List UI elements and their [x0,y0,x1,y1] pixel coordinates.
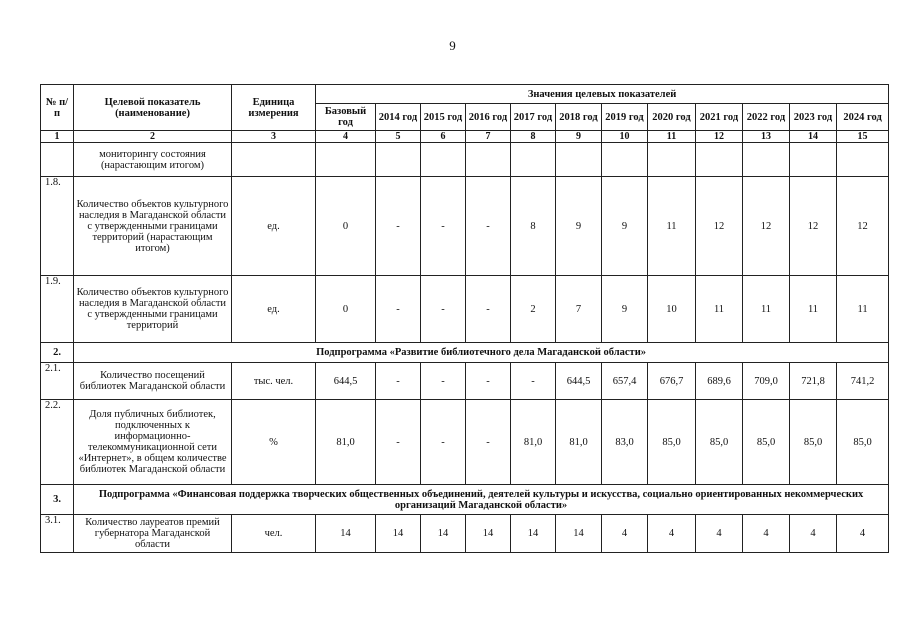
value-cell: 11 [790,276,837,343]
value-cell: 676,7 [648,363,696,400]
value-cell [316,143,376,177]
value-cell: 7 [556,276,602,343]
value-cell: 4 [696,515,743,553]
column-index-4: 4 [316,131,376,143]
row-number: 2.1. [41,363,74,400]
section-row [41,343,889,363]
value-cell: 709,0 [743,363,790,400]
row-number: 1.9. [41,276,74,343]
value-cell: - [376,400,421,485]
indicator-name: Количество объектов культурного наследия в Магаданской области с утвержденными границами территорий (нарастающим итогом) [74,177,232,276]
value-cell [511,143,556,177]
col-header-indicator: Целевой показатель (наименование) [74,85,232,131]
value-cell: 14 [376,515,421,553]
value-cell: 10 [648,276,696,343]
unit-cell: % [232,400,316,485]
value-cell: 81,0 [316,400,376,485]
value-cell: - [466,400,511,485]
year-header-0: Базовый год [316,104,376,131]
value-cell: 4 [648,515,696,553]
year-header-10: 2023 год [790,104,837,131]
value-cell [556,143,602,177]
section-number: 2. [41,343,74,363]
year-header-2: 2015 год [421,104,466,131]
column-index-11: 11 [648,131,696,143]
value-cell: 14 [556,515,602,553]
value-cell: 12 [790,177,837,276]
value-cell: 81,0 [556,400,602,485]
value-cell: - [511,363,556,400]
column-index-6: 6 [421,131,466,143]
value-cell: 12 [837,177,889,276]
year-header-1: 2014 год [376,104,421,131]
column-index-13: 13 [743,131,790,143]
value-cell: 4 [837,515,889,553]
value-cell: 8 [511,177,556,276]
year-header-7: 2020 год [648,104,696,131]
value-cell [376,143,421,177]
year-header-6: 2019 год [602,104,648,131]
year-header-4: 2017 год [511,104,556,131]
table-row [41,515,889,553]
column-index-8: 8 [511,131,556,143]
value-cell: 0 [316,177,376,276]
value-cell: 14 [316,515,376,553]
column-index-1: 1 [41,131,74,143]
unit-cell: ед. [232,276,316,343]
table-row [41,177,889,276]
row-number: 1.8. [41,177,74,276]
value-cell: 689,6 [696,363,743,400]
value-cell: - [376,363,421,400]
year-header-11: 2024 год [837,104,889,131]
column-index-row [41,131,889,143]
value-cell: 741,2 [837,363,889,400]
value-cell [696,143,743,177]
value-cell: 85,0 [696,400,743,485]
year-header-9: 2022 год [743,104,790,131]
indicator-name: Количество лауреатов премий губернатора Магаданской области [74,515,232,553]
value-cell: - [466,276,511,343]
value-cell: 85,0 [790,400,837,485]
value-cell [466,143,511,177]
target-indicators-table [40,84,889,553]
value-cell: 4 [790,515,837,553]
value-cell [743,143,790,177]
column-index-5: 5 [376,131,421,143]
value-cell: - [466,363,511,400]
col-header-number: № п/п [41,85,74,131]
value-cell [790,143,837,177]
value-cell: 14 [511,515,556,553]
value-cell: 9 [556,177,602,276]
page-number: 9 [449,38,456,53]
value-cell: 85,0 [648,400,696,485]
value-cell: - [376,177,421,276]
value-cell: 83,0 [602,400,648,485]
value-cell: 12 [696,177,743,276]
section-title: Подпрограмма «Развитие библиотечного дела Магаданской области» [74,343,889,363]
year-header-3: 2016 год [466,104,511,131]
value-cell: - [421,363,466,400]
col-header-values-group: Значения целевых показателей [316,85,889,104]
table-row [41,363,889,400]
indicator-name: Количество посещений библиотек Магаданской области [74,363,232,400]
column-index-15: 15 [837,131,889,143]
column-index-14: 14 [790,131,837,143]
row-number: 2.2. [41,400,74,485]
section-row [41,485,889,515]
value-cell: 721,8 [790,363,837,400]
column-index-12: 12 [696,131,743,143]
row-number: 3.1. [41,515,74,553]
header-row [41,85,889,104]
value-cell: 85,0 [837,400,889,485]
value-cell: 85,0 [743,400,790,485]
column-index-3: 3 [232,131,316,143]
value-cell [648,143,696,177]
column-index-7: 7 [466,131,511,143]
value-cell: 4 [602,515,648,553]
year-header-5: 2018 год [556,104,602,131]
column-index-10: 10 [602,131,648,143]
value-cell: 0 [316,276,376,343]
unit-cell: ед. [232,177,316,276]
row-number [41,143,74,177]
value-cell: 81,0 [511,400,556,485]
table-row [41,276,889,343]
column-index-9: 9 [556,131,602,143]
value-cell [837,143,889,177]
value-cell: - [376,276,421,343]
value-cell: 4 [743,515,790,553]
value-cell: 11 [648,177,696,276]
column-index-2: 2 [74,131,232,143]
value-cell: 9 [602,177,648,276]
unit-cell [232,143,316,177]
value-cell [602,143,648,177]
table-row [41,400,889,485]
section-number: 3. [41,485,74,515]
value-cell: 9 [602,276,648,343]
indicator-name: Доля публичных библиотек, подключенных к информационно-телекоммуникационной сети «Интернет», в общем количестве библиотек Магаданской области [74,400,232,485]
value-cell: 14 [421,515,466,553]
value-cell: 11 [837,276,889,343]
value-cell: 2 [511,276,556,343]
value-cell: - [466,177,511,276]
year-header-8: 2021 год [696,104,743,131]
value-cell: - [421,177,466,276]
value-cell: - [421,400,466,485]
table-row [41,143,889,177]
indicator-name: Количество объектов культурного наследия в Магаданской области с утвержденными границами территорий [74,276,232,343]
value-cell [421,143,466,177]
indicator-name: мониторингу состояния (нарастающим итогом) [74,143,232,177]
value-cell: 11 [743,276,790,343]
value-cell: 14 [466,515,511,553]
value-cell: 12 [743,177,790,276]
value-cell: 644,5 [556,363,602,400]
section-title: Подпрограмма «Финансовая поддержка творческих общественных объединений, деятелей культуры и искусства, социально ориентированных некоммерческих организаций Магаданской области» [74,485,889,515]
value-cell: 644,5 [316,363,376,400]
col-header-unit: Единица измерения [232,85,316,131]
value-cell: 11 [696,276,743,343]
unit-cell: тыс. чел. [232,363,316,400]
value-cell: 657,4 [602,363,648,400]
value-cell: - [421,276,466,343]
unit-cell: чел. [232,515,316,553]
